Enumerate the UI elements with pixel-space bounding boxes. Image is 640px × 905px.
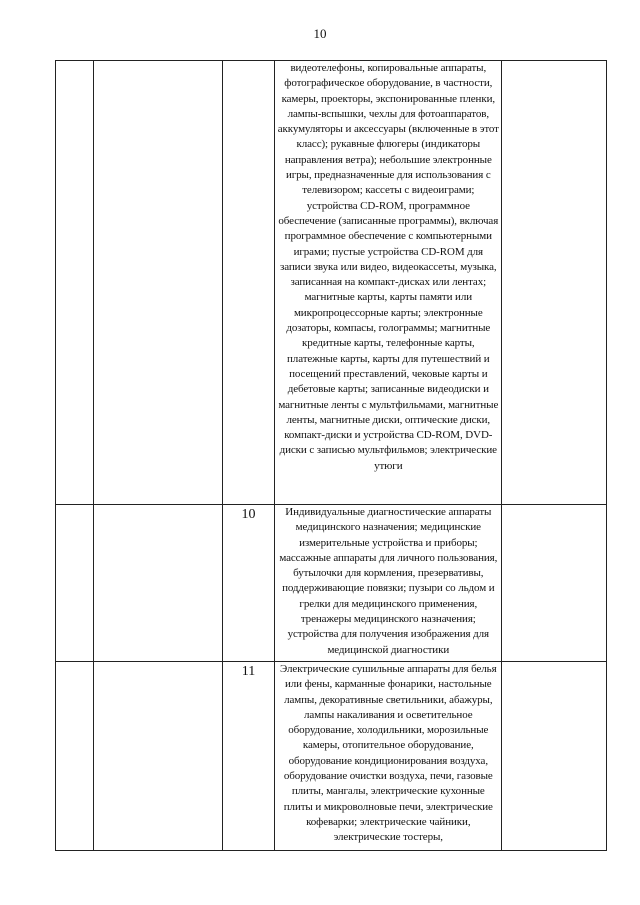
table-cell-category — [94, 61, 223, 505]
goods-description-cell: видеотелефоны, копировальные аппараты, фотографическое оборудование, в частности, камеры, проекторы, экспонированные пленки, лампы-вспышки, чехлы для фотоаппаратов, аккумуляторы и аксессуары (включенные в этот класс); рукавные флюгеры (индикаторы направления ветра); небольшие электронные игры, предназначенные для использования с телевизором; кассеты с видеоиграми; устройства CD-ROM, программное обеспечение (записанные программы), включая программное обеспечение с компьютерными играми; пустые устройства CD-ROM для записи звука или видео, видеокассеты, музыка, записанная на компакт-дисках или лентах; магнитные карты, карты памяти или микропроцессорные карты; электронные дозаторы, компасы, голограммы; магнитные кредитные карты, телефонные карты, платежные карты, карты для путешествий и посещений преставлений, чековые карты и дебетовые карты; записанные видеодиски и магнитные ленты с мультфильмами, магнитные ленты, магнитные диски, оптические диски, компакт-диски и устройства CD-ROM, DVD-диски с записью мультфильмов; электрические утюги — [275, 61, 502, 505]
table-cell-notes — [502, 505, 607, 662]
table-row — [56, 662, 607, 851]
table-row — [56, 505, 607, 662]
table-cell-notes — [502, 662, 607, 851]
class-number-cell: 10 — [222, 505, 274, 662]
table-cell-index — [56, 505, 94, 662]
goods-classification-table — [55, 60, 607, 851]
page-number: 10 — [313, 26, 327, 41]
class-number-cell: 11 — [222, 662, 274, 851]
table-cell-category — [94, 505, 223, 662]
class-number-cell — [222, 61, 274, 505]
table-cell-index — [56, 662, 94, 851]
table-cell-category — [94, 662, 223, 851]
goods-description-cell: Электрические сушильные аппараты для белья или фены, карманные фонарики, настольные лампы, декоративные светильники, абажуры, лампы накаливания и осветительное оборудование, холодильники, морозильные камеры, отопительное оборудование, оборудование кондиционирования воздуха, оборудование очистки воздуха, печи, газовые плиты, мангалы, электрические кухонные плиты и микроволновые печи, электрические кофеварки; электрические чайники, электрические тостеры, — [275, 662, 502, 851]
table-cell-notes — [502, 61, 607, 505]
table-cell-index — [56, 61, 94, 505]
goods-description-cell: Индивидуальные диагностические аппараты медицинского назначения; медицинские измерительные устройства и приборы; массажные аппараты для личного пользования, бутылочки для кормления, презервативы, поддерживающие повязки; пузыри со льдом и грелки для медицинского применения, тренажеры медицинского назначения; устройства для получения изображения для медицинской диагностики — [275, 505, 502, 662]
table-row — [56, 61, 607, 505]
